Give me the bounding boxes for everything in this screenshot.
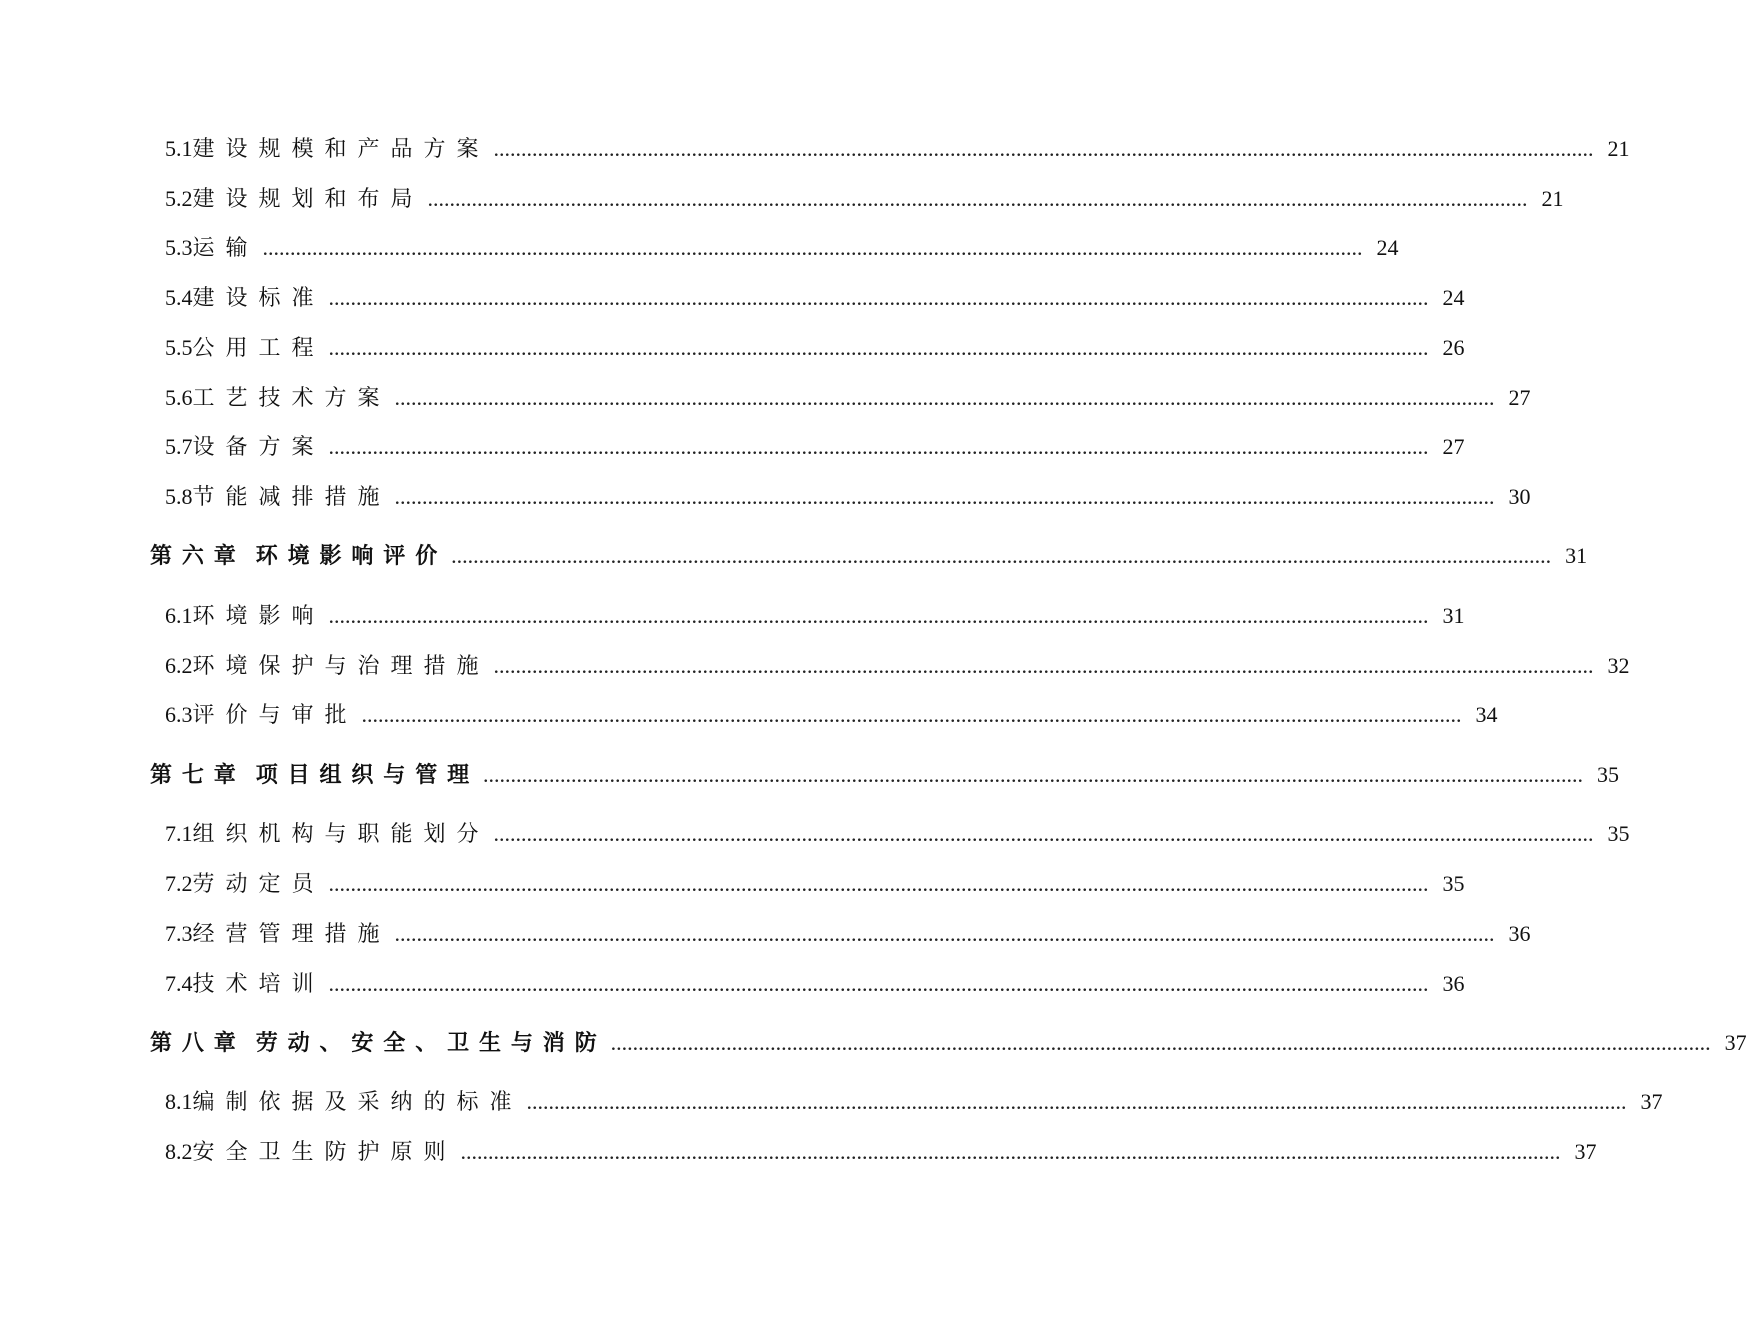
dot-leader: ........................................................................................................................................................................................................ (610, 1030, 1711, 1055)
entry-page: 36 (1508, 921, 1531, 946)
entry-page: 35 (1442, 871, 1465, 896)
toc-entry[interactable] (0, 964, 1465, 1004)
entry-title: 建设规划和布局 (192, 186, 424, 211)
chapter-title: 项目组织与管理 (255, 762, 480, 787)
entry-number: 5.7 (165, 434, 193, 459)
toc-entry[interactable] (0, 646, 1630, 686)
entry-number: 7.4 (165, 971, 193, 996)
toc-entry[interactable] (0, 914, 1531, 954)
entry-page: 26 (1442, 335, 1465, 360)
entry-title: 节能减排措施 (192, 484, 391, 509)
toc-entry[interactable] (0, 328, 1465, 368)
toc-entry[interactable] (0, 228, 1399, 268)
entry-page: 36 (1442, 971, 1465, 996)
dot-leader: ........................................................................................................................................................................................................ (493, 653, 1594, 678)
entry-page: 27 (1508, 385, 1531, 410)
entry-page: 30 (1508, 484, 1531, 509)
dot-leader: ........................................................................................................................................................................................................ (493, 136, 1594, 161)
entry-number: 6.1 (165, 603, 193, 628)
entry-number: 5.1 (165, 136, 193, 161)
entry-number: 5.4 (165, 285, 193, 310)
entry-number: 8.2 (165, 1139, 193, 1164)
entry-title: 设备方案 (192, 434, 325, 459)
dot-leader: ........................................................................................................................................................................................................ (328, 971, 1429, 996)
dot-leader: ........................................................................................................................................................................................................ (451, 543, 1552, 568)
entry-number: 5.2 (165, 186, 193, 211)
toc-entry[interactable] (0, 1082, 1663, 1122)
entry-title: 运输 (192, 235, 259, 260)
dot-leader: ........................................................................................................................................................................................................ (526, 1089, 1627, 1114)
chapter-title: 劳动、安全、卫生与消防 (255, 1030, 607, 1055)
chapter-number: 第七章 (150, 762, 246, 787)
entry-title: 组织机构与职能划分 (192, 821, 490, 846)
entry-title: 建设标准 (192, 285, 325, 310)
toc-entry[interactable] (0, 814, 1630, 854)
dot-leader: ........................................................................................................................................................................................................ (493, 821, 1594, 846)
entry-title: 环境保护与治理措施 (192, 653, 490, 678)
entry-number: 5.8 (165, 484, 193, 509)
entry-number: 6.3 (165, 702, 193, 727)
entry-number: 7.2 (165, 871, 193, 896)
entry-title: 建设规模和产品方案 (192, 136, 490, 161)
toc-entry[interactable] (0, 596, 1465, 636)
dot-leader: ........................................................................................................................................................................................................ (328, 871, 1429, 896)
dot-leader: ........................................................................................................................................................................................................ (394, 484, 1495, 509)
chapter-number: 第八章 (150, 1030, 246, 1055)
entry-page: 37 (1574, 1139, 1597, 1164)
entry-title: 编制依据及采纳的标准 (192, 1089, 523, 1114)
toc-entry[interactable] (0, 427, 1465, 467)
toc-entry[interactable] (0, 864, 1465, 904)
dot-leader: ........................................................................................................................................................................................................ (394, 385, 1495, 410)
entry-title: 劳动定员 (192, 871, 325, 896)
toc-entry[interactable] (0, 1132, 1597, 1172)
entry-page: 21 (1541, 186, 1564, 211)
dot-leader: ........................................................................................................................................................................................................ (394, 921, 1495, 946)
toc-entry[interactable] (0, 278, 1465, 318)
entry-page: 32 (1607, 653, 1630, 678)
dot-leader: ........................................................................................................................................................................................................ (460, 1139, 1561, 1164)
dot-leader: ........................................................................................................................................................................................................ (427, 186, 1528, 211)
entry-number: 6.2 (165, 653, 193, 678)
entry-page: 27 (1442, 434, 1465, 459)
entry-page: 35 (1597, 762, 1620, 787)
dot-leader: ........................................................................................................................................................................................................ (262, 235, 1363, 260)
dot-leader: ........................................................................................................................................................................................................ (328, 285, 1429, 310)
entry-title: 经营管理措施 (192, 921, 391, 946)
entry-number: 5.6 (165, 385, 193, 410)
dot-leader: ........................................................................................................................................................................................................ (483, 762, 1584, 787)
entry-title: 评价与审批 (192, 702, 358, 727)
toc-chapter[interactable] (0, 536, 1588, 576)
entry-title: 环境影响 (192, 603, 325, 628)
entry-number: 7.1 (165, 821, 193, 846)
dot-leader: ........................................................................................................................................................................................................ (361, 702, 1462, 727)
toc-entry[interactable] (0, 695, 1498, 735)
entry-page: 31 (1565, 543, 1588, 568)
chapter-number: 第六章 (150, 543, 246, 568)
entry-page: 37 (1640, 1089, 1663, 1114)
entry-number: 5.3 (165, 235, 193, 260)
entry-page: 24 (1376, 235, 1399, 260)
toc-entry[interactable] (0, 477, 1531, 517)
toc-entry[interactable] (0, 179, 1564, 219)
entry-title: 安全卫生防护原则 (192, 1139, 457, 1164)
chapter-title: 环境影响评价 (255, 543, 448, 568)
entry-title: 工艺技术方案 (192, 385, 391, 410)
entry-title: 公用工程 (192, 335, 325, 360)
entry-page: 37 (1724, 1030, 1747, 1055)
entry-title: 技术培训 (192, 971, 325, 996)
entry-number: 5.5 (165, 335, 193, 360)
toc-chapter[interactable] (0, 1023, 1747, 1063)
entry-page: 35 (1607, 821, 1630, 846)
toc-entry[interactable] (0, 129, 1630, 169)
toc-entry[interactable] (0, 378, 1531, 418)
dot-leader: ........................................................................................................................................................................................................ (328, 335, 1429, 360)
entry-number: 7.3 (165, 921, 193, 946)
toc-chapter[interactable] (0, 755, 1620, 795)
entry-page: 21 (1607, 136, 1630, 161)
entry-page: 34 (1475, 702, 1498, 727)
dot-leader: ........................................................................................................................................................................................................ (328, 434, 1429, 459)
entry-number: 8.1 (165, 1089, 193, 1114)
entry-page: 31 (1442, 603, 1465, 628)
dot-leader: ........................................................................................................................................................................................................ (328, 603, 1429, 628)
entry-page: 24 (1442, 285, 1465, 310)
